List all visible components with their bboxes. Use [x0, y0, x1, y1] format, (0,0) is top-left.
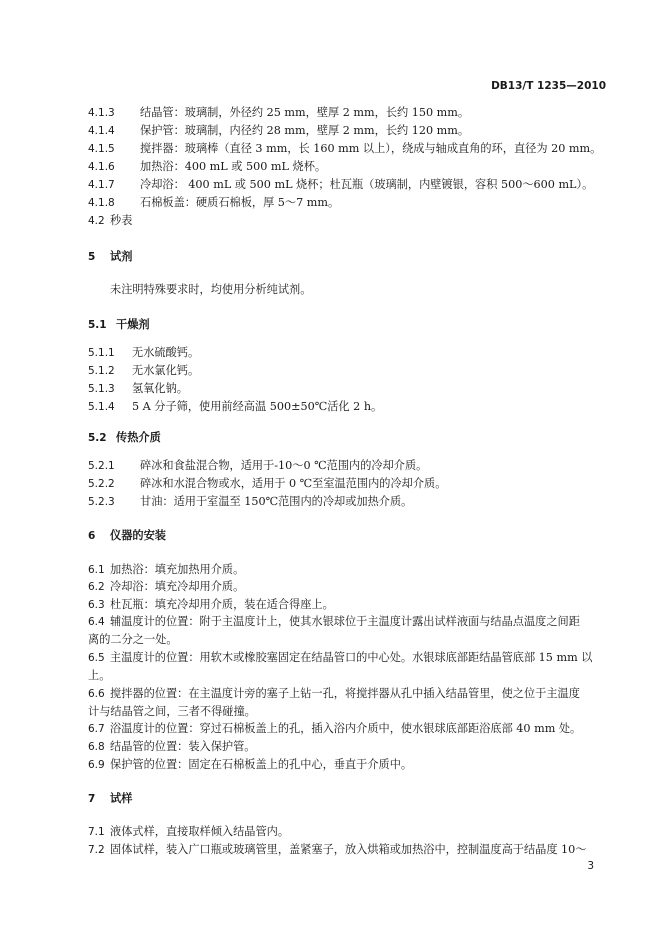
clause-text: 甘油：适用于室温至 150℃范围内的冷却或加热介质。: [140, 495, 413, 508]
clause-number: 4.1.8: [88, 197, 115, 209]
clause-number: 4.1.5: [88, 143, 115, 155]
clause-4-1-8: [88, 196, 608, 210]
section-title: 试样: [110, 792, 133, 805]
clause-text: 固体试样，装入广口瓶或玻璃管里，盖紧塞子，放入烘箱或加热浴中，控制温度高于结晶度 10～: [110, 843, 587, 856]
clause-5-2-2: [88, 477, 608, 491]
clause-4-1-4: [88, 124, 608, 138]
section-number: 6: [88, 530, 96, 542]
clause-number: 6.6: [88, 688, 105, 700]
section-title: 干燥剂: [116, 318, 150, 331]
clause-text: 主温度计的位置：用软木或橡胶塞固定在结晶管口的中心处。水银球底部距结晶管底部 15 mm 以: [110, 651, 593, 664]
section-5-2-heading: [88, 431, 608, 445]
clause-6-6: [88, 687, 608, 701]
clause-number: 6.1: [88, 564, 105, 576]
clause-text: 浴温度计的位置：穿过石棉板盖上的孔，插入浴内介质中，使水银球底部距浴底部 40 mm 处。: [110, 722, 582, 735]
clause-4-1-3: [88, 106, 608, 120]
clause-text: 无水硫酸钙。: [132, 346, 200, 359]
clause-number: 4.1.6: [88, 161, 115, 173]
clause-5-2-1: [88, 459, 608, 473]
clause-4-2: [88, 214, 608, 228]
section-5-intro: 未注明特殊要求时，均使用分析纯试剂。: [110, 283, 312, 296]
page-number: 3: [587, 860, 594, 872]
clause-number: 4.2: [88, 215, 105, 227]
clause-text: 碎冰和食盐混合物，适用于-10～0 ℃范围内的冷却介质。: [140, 459, 428, 472]
clause-text: 搅拌器的位置：在主温度计旁的塞子上钻一孔，将搅拌器从孔中插入结晶管里，使之位于主温度: [110, 687, 580, 700]
clause-text: 杜瓦瓶：填充冷却用介质，装在适合得座上。: [110, 598, 334, 611]
clause-text: 石棉板盖：硬质石棉板，厚 5～7 mm。: [140, 196, 340, 209]
clause-6-6-cont: 计与结晶管之间，三者不得碰撞。: [88, 705, 256, 718]
clause-number: 5.1.1: [88, 347, 115, 359]
clause-6-8: [88, 740, 608, 754]
clause-text: 保护管：玻璃制，内径约 28 mm，壁厚 2 mm，长约 120 mm。: [140, 124, 470, 137]
clause-6-5: [88, 651, 608, 665]
clause-6-4-cont: 离的二分之一处。: [88, 633, 178, 646]
clause-number: 5.1.2: [88, 365, 115, 377]
clause-text: 碎冰和水混合物或水，适用于 0 ℃至室温范围内的冷却介质。: [140, 477, 447, 490]
clause-6-4: [88, 615, 608, 629]
section-number: 7: [88, 793, 96, 805]
section-number: 5.1: [88, 319, 107, 331]
clause-text: 5 A 分子筛，使用前经高温 500±50℃活化 2 h。: [132, 400, 383, 413]
clause-number: 6.8: [88, 741, 105, 753]
clause-number: 4.1.4: [88, 125, 115, 137]
clause-4-1-7: [88, 178, 608, 192]
clause-number: 6.5: [88, 652, 105, 664]
clause-text: 保护管的位置：固定在石棉板盖上的孔中心，垂直于介质中。: [110, 758, 413, 771]
clause-6-3: [88, 598, 608, 612]
clause-text: 冷却浴： 400 mL 或 500 mL 烧杯；杜瓦瓶（玻璃制，内壁镀银，容积 500～600 mL）。: [140, 178, 594, 191]
clause-number: 7.2: [88, 844, 105, 856]
clause-5-1-1: [88, 346, 608, 360]
clause-number: 7.1: [88, 826, 105, 838]
clause-text: 冷却浴：填充冷却用介质。: [110, 580, 245, 593]
clause-text: 加热浴：400 mL 或 500 mL 烧杯。: [140, 160, 327, 173]
clause-5-1-4: [88, 400, 608, 414]
clause-text: 搅拌器：玻璃棒（直径 3 mm，长 160 mm 以上），绕成与轴成直角的环，直径为 20 mm。: [140, 142, 602, 155]
clause-text: 秒表: [110, 214, 133, 227]
clause-number: 6.4: [88, 616, 105, 628]
clause-5-1-2: [88, 364, 608, 378]
section-title: 仪器的安装: [110, 529, 166, 542]
clause-4-1-6: [88, 160, 608, 174]
clause-7-1: [88, 825, 608, 839]
clause-6-9: [88, 758, 608, 772]
clause-number: 6.7: [88, 723, 105, 735]
clause-5-1-3: [88, 382, 608, 396]
clause-number: 6.2: [88, 581, 105, 593]
clause-number: 4.1.3: [88, 107, 115, 119]
clause-6-2: [88, 580, 608, 594]
clause-number: 5.1.3: [88, 383, 115, 395]
clause-number: 5.1.4: [88, 401, 115, 413]
clause-7-2: [88, 843, 608, 857]
section-number: 5: [88, 251, 96, 263]
section-5-heading: [88, 250, 608, 264]
section-7-heading: [88, 792, 608, 806]
clause-number: 4.1.7: [88, 179, 115, 191]
clause-text: 辅温度计的位置：附于主温度计上，使其水银球位于主温度计露出试样液面与结晶点温度之间距: [110, 615, 580, 628]
clause-text: 氢氧化钠。: [132, 382, 188, 395]
section-5-1-heading: [88, 318, 608, 332]
section-title: 传热介质: [116, 431, 161, 444]
document-code: DB13/T 1235—2010: [491, 80, 606, 92]
clause-number: 5.2.3: [88, 496, 115, 508]
clause-number: 5.2.1: [88, 460, 115, 472]
clause-number: 6.3: [88, 599, 105, 611]
section-title: 试剂: [110, 250, 133, 263]
section-number: 5.2: [88, 432, 107, 444]
clause-5-2-3: [88, 495, 608, 509]
section-6-heading: [88, 529, 608, 543]
clause-text: 无水氯化钙。: [132, 364, 200, 377]
clause-6-1: [88, 563, 608, 577]
clause-4-1-5: [88, 142, 608, 156]
clause-number: 6.9: [88, 759, 105, 771]
clause-text: 结晶管的位置：装入保护管。: [110, 740, 256, 753]
clause-number: 5.2.2: [88, 478, 115, 490]
clause-6-5-cont: 上。: [88, 669, 111, 682]
clause-text: 结晶管：玻璃制，外径约 25 mm，壁厚 2 mm，长约 150 mm。: [140, 106, 470, 119]
clause-text: 液体式样，直接取样倾入结晶管内。: [110, 825, 290, 838]
clause-6-7: [88, 722, 608, 736]
clause-text: 加热浴：填充加热用介质。: [110, 563, 245, 576]
